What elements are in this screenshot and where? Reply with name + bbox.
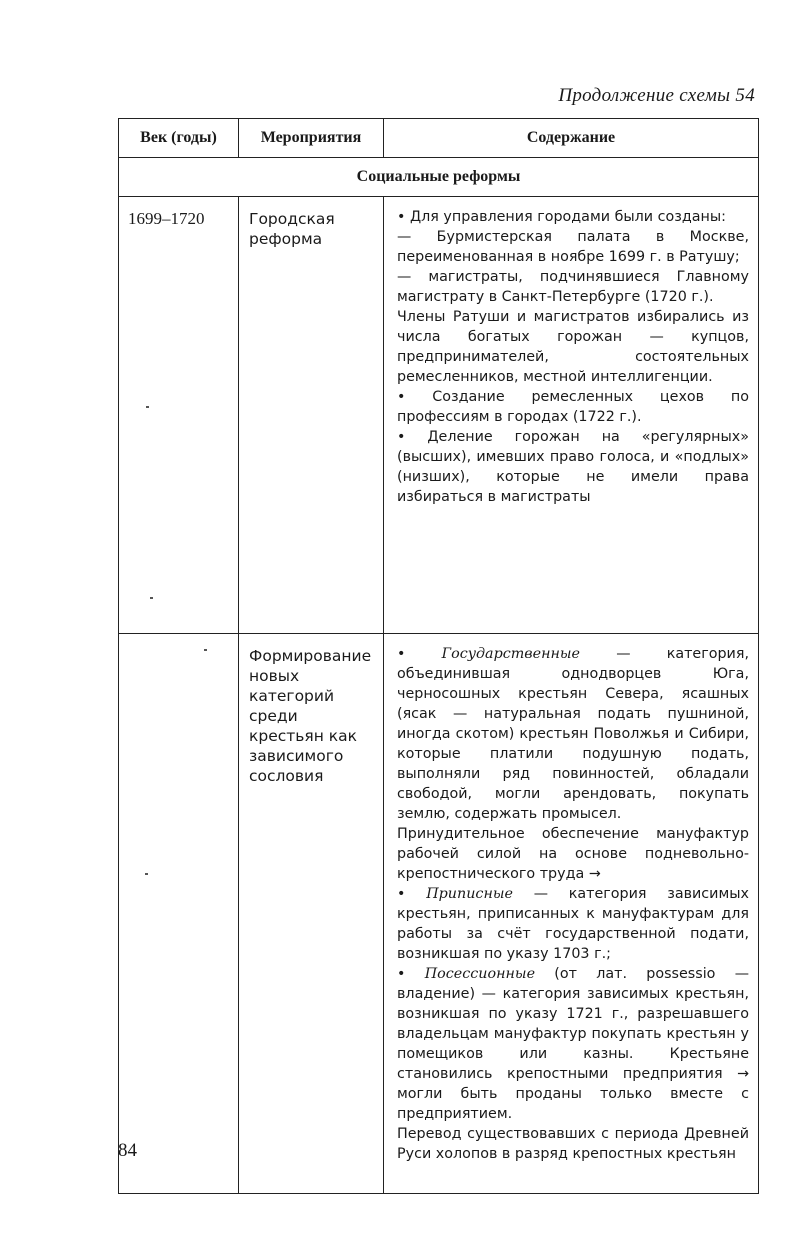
content-paragraph: Перевод существовавших с периода Древней Руси холопов в разряд крепостных крестьян: [397, 1126, 749, 1162]
content-paragraph: — Бурмистерская палата в Москве, переименованная в ноябре 1699 г. в Ратушу;: [397, 229, 749, 265]
content-paragraph: • Приписные — категория зависимых крестьян, приписанных к мануфактурам для работы за счёт государственной подати, возникшая по указу 1703 г.;: [397, 886, 749, 962]
content-paragraph: • Государственные — категория, объединившая однодворцев Юга, черносошных крестьян Севера, ясашных (ясак — натуральная подать пушниной, иногда скотом) крестьян Поволжья и Сибири, которые платили подушную подать, выполняли ряд повинностей, обладали свободой, могли арендовать, покупать землю, содержать промысел.: [397, 646, 749, 822]
content-paragraph: • Для управления городами были созданы:: [397, 209, 726, 225]
scheme-caption: Продолжение схемы 54: [558, 85, 755, 106]
content-paragraph: • Создание ремесленных цехов по профессиям в городах (1722 г.).: [397, 389, 749, 425]
page-number: 84: [118, 1140, 137, 1161]
scan-speck: [150, 597, 153, 599]
table-header-row: [119, 119, 759, 158]
content-paragraph: — магистраты, подчинявшиеся Главному магистрату в Санкт-Петербурге (1720 г.).: [397, 269, 749, 305]
content-paragraph: • Деление горожан на «регулярных» (высших), имевших право голоса, и «подлых» (низших), которые не имели права избираться в магистраты: [397, 429, 749, 505]
scan-speck: [145, 873, 148, 875]
header-measures: Мероприятия: [239, 119, 384, 158]
header-content: Содержание: [384, 119, 759, 158]
table-row: [119, 634, 759, 1194]
row-years: [119, 634, 239, 1194]
header-years: Век (годы): [119, 119, 239, 158]
table-row: [119, 197, 759, 634]
section-title: Социальные реформы: [119, 158, 759, 197]
term-possessional: Посессионные: [424, 966, 536, 982]
term-state: Государственные: [441, 646, 581, 662]
row-content: [384, 197, 759, 634]
row-years: 1699–1720: [119, 197, 239, 634]
row-measure: Городская реформа: [239, 197, 384, 634]
row-measure: Формирование новых категорий среди крестьян как зависимого сословия: [239, 634, 384, 1194]
term-assigned: Приписные: [426, 886, 513, 902]
content-paragraph: • Посессионные (от лат. possessio — владение) — категория зависимых крестьян, возникшая по указу 1721 г., разрешавшего владельцам мануфактур покупать крестьян у помещиков или казны. Крестьяне становились крепостными предприятия → могли быть проданы только вместе с предприятием.: [397, 966, 749, 1122]
row-content: [384, 634, 759, 1194]
content-paragraph: Члены Ратуши и магистратов избирались из числа богатых горожан — купцов, предпринимателей, состоятельных ремесленников, местной интеллигенции.: [397, 309, 749, 385]
section-row: [119, 158, 759, 197]
scan-speck: [146, 406, 149, 408]
reforms-table: [118, 118, 759, 1194]
content-paragraph: Принудительное обеспечение мануфактур рабочей силой на основе подневольно-крепостнического труда →: [397, 826, 749, 882]
scan-speck: [204, 649, 207, 651]
